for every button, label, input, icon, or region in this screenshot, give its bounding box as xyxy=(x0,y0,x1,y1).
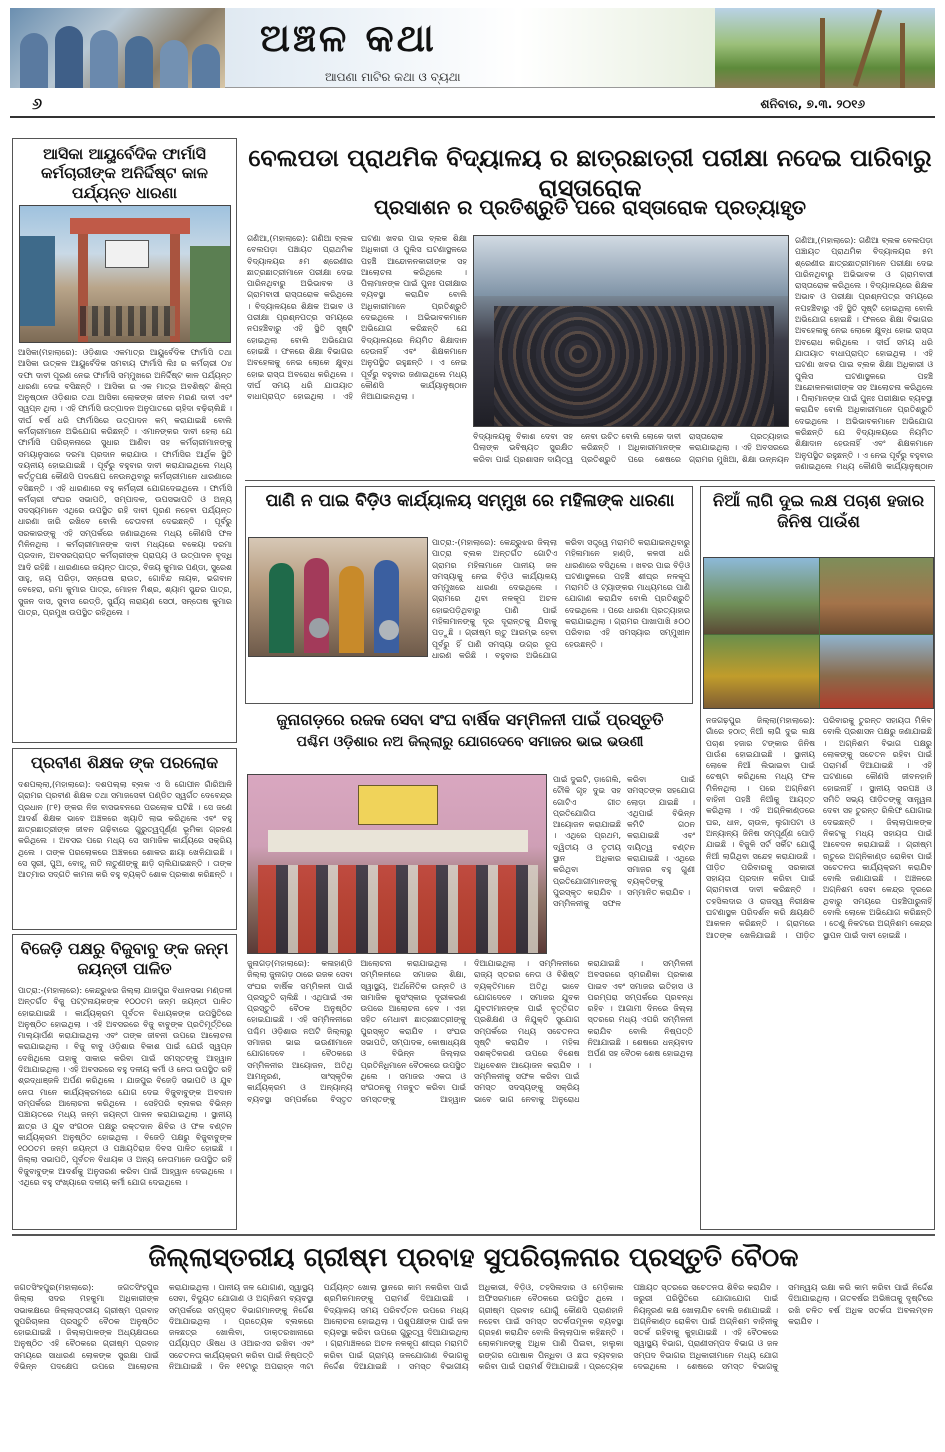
rajak-subhead: ପଶ୍ଚିମ ଓଡ଼ିଶାର ନଅ ଜିଲ୍ଲାରୁ ଯୋଗଦେବେ ସମାଜର ଭାଇ ଭଉଣୀ xyxy=(296,734,644,750)
fire-photo-collage xyxy=(703,557,934,709)
story-fire xyxy=(700,486,935,1230)
masthead xyxy=(10,8,935,88)
issue-date: ଶନିବାର, ୭.୩. ୨୦୧୬ xyxy=(760,97,865,111)
masthead-photo-field xyxy=(715,8,935,88)
asika-headline: ଆସିକା ଆୟୁର୍ବେଦିକ ଫାର୍ମାସି କର୍ମଚାରୀଙ୍କ ଅନିର୍ଦ୍ଦିଷ୍ଟ କାଳ ପର୍ଯ୍ୟନ୍ତ ଧାରଣା xyxy=(41,145,208,202)
rajak-photo-meeting xyxy=(247,774,547,954)
asika-body: ଆସିକା(ମହାଲାରେ): ଓଡ଼ିଶାର ଏକମାତ୍ର ଆୟୁର୍ବେଦିକ ଫାର୍ମାସି ତଥା ଆସିକା ଉତ୍କଳ ଆୟୁର୍ବେଦିକ ସମବାୟ ଫାର୍ମାସି ଲିଃ ର କର୍ମଚାରୀ ୦୪ ଦଫା ଦାବୀ ପୂରଣ ନେଇ ଫାର୍ମାସି ସମ୍ମୁଖରେ ଅନିର୍ଦ୍ଦିଷ୍ଟ କାଳ ପର୍ଯ୍ୟନ୍ତ ଧାରଣା ଦେଇ ବସିଛନ୍ତି । ଆସିକା ର ଏକ ମାତ୍ର ଅବଶିଷ୍ଟ ଶିଳ୍ପ ଅନୁଷ୍ଠାନ ଓଡ଼ିଶାର ତଥା ଆସିକା ଲୋକଙ୍କ ଜୀବନ ମରଣ ଦାବୀ ଏବଂ ସ୍ୱପ୍ନ ଥିଲା । ଏହି ଫାର୍ମାସି ଉତ୍ପାଦନ ଅନୁପାତରେ ଚାହିଦା ବଢ଼ିଚାଲିଛି । ଦୀର୍ଘ ବର୍ଷ ଧରି ଫାର୍ମାସିରେ ଉତ୍ପାଦନ କମ୍ କରାଯାଇଛି ବୋଲି କର୍ମଚାରୀମାନେ ଅଭିଯୋଗ କରିଛନ୍ତି । ଏମାନଙ୍କର ଦାବୀ ହେଲା ଯେ ଫାର୍ମାସି ପରିଚାଳନାରେ ସୁଧାର ଆଣିବା ସହ କର୍ମଚାରୀମାନଙ୍କୁ ସମୟାନୁସାରେ ଦରମା ପ୍ରଦାନ କରାଯାଉ । ଫାର୍ମାସିର ଆର୍ଥିକ ସ୍ଥିତି ଦୟନୀୟ ହୋଇଯାଇଛି । ପୂର୍ବରୁ ବହୁବାର ଦାବୀ କରାଯାଇଥିଲେ ମଧ୍ୟ କର୍ତ୍ତୃପକ୍ଷ କୌଣସି ପଦକ୍ଷେପ ନେଉନଥିବାରୁ କର୍ମଚାରୀମାନେ ଧାରଣାରେ ବସିଛନ୍ତି । ଏହି ଧାରଣାରେ ବହୁ କର୍ମଚାରୀ ଯୋଗଦେଇଥିଲେ । ଫାର୍ମାସି କର୍ମଚାରୀ ସଂଘର ସଭାପତି, ସମ୍ପାଦକ, ଉପସଭାପତି ଓ ଅନ୍ୟ ସଦସ୍ୟମାନେ ଏଥିରେ ଉପସ୍ଥିତ ରହି ଦାବୀ ପୂରଣ ନହେବା ପର୍ଯ୍ୟନ୍ତ ଧାରଣା ଜାରି ରଖିବେ ବୋଲି ଚେତାବନୀ ଦେଇଛନ୍ତି । ପୂର୍ବରୁ ସରକାରଙ୍କୁ ଏହି ସମ୍ପର୍କରେ ଜଣାଇଥିଲେ ମଧ୍ୟ କୌଣସି ଫଳ ମିଳିନଥିଲା । କର୍ମଚାରୀମାନଙ୍କ ଦାବୀ ମଧ୍ୟରେ ବକେୟା ଦରମା ପ୍ରଦାନ, ଅବସରପ୍ରାପ୍ତ କର୍ମଚାରୀଙ୍କ ପ୍ରାପ୍ୟ ଓ ଉତ୍ପାଦନ ବୃଦ୍ଧି ଆଦି ରହିଛି । ଧାରଣାରେ ଜୟନ୍ତ ପାତ୍ର, ବିଜୟ କୁମାର ପଣ୍ଡା, ସୁରେଶ ସାହୁ, ଜୟ ପରିଡ଼ା, ସନ୍ତୋଷ ରାଉତ, ଗୋବିନ୍ଦ ନାୟକ, ଭଗବାନ ବେହେରା, ରମା କୁମାର ପାତ୍ର, ମୋହନ ମିଶ୍ର, ଶ୍ୟାମ ସୁନ୍ଦର ପାତ୍ର, ସୁଜନ ଦାସ, ସୁବାସ ରେଡ୍ଡି, ସୁର୍ଯ୍ୟ ନାରାୟଣ ସେଠୀ, ସନ୍ତୋଷ କୁମାର ପାତ୍ର, ପ୍ରମୁଖ ଉପସ୍ଥିତ ରହିଥିଲେ । xyxy=(18,348,232,617)
masthead-photo-students xyxy=(10,8,225,88)
belpada-body-left: ଗଣିଆ,(ମହାଲାରେ): ଗଣିଆ ବ୍ଲକ ବେଲପଡ଼ା ପଞ୍ଚାୟତ ପ୍ରାଥମିକ ବିଦ୍ୟାଳୟର ୫ମ ଶ୍ରେଣୀର ଛାତ୍ରଛାତ୍ରୀମାନେ ପରୀକ୍ଷା ଦେଇ ପାରିନଥିବାରୁ ଅଭିଭାବକ ଓ ଗ୍ରାମବାସୀ ରାସ୍ତାରୋକ କରିଥିଲେ । ବିଦ୍ୟାଳୟରେ ଶିକ୍ଷକ ଅଭାବ ଓ ପରୀକ୍ଷା ପ୍ରଶ୍ନପତ୍ର ସମୟରେ ନପହଞ୍ଚିବାରୁ ଏହି ସ୍ଥିତି ସୃଷ୍ଟି ହୋଇଥିଲା ବୋଲି ଅଭିଯୋଗ ହୋଇଛି । ଫଳରେ ଶିକ୍ଷା ବିଭାଗର ଅବହେଳାକୁ ନେଇ ଲୋକେ କ୍ଷୁବ୍ଧ ହୋଇ ରାସ୍ତା ଅବରୋଧ କରିଥିଲେ । ଦୀର୍ଘ ସମୟ ଧରି ଯାତାୟାତ ବାଧାପ୍ରାପ୍ତ ହୋଇଥିଲା । ଏହି ଘଟଣା ଖବର ପାଇ ବ୍ଲକ ଶିକ୍ଷା ଅଧିକାରୀ ଓ ପୁଲିସ ଘଟଣାସ୍ଥଳରେ ପହଞ୍ଚି ଆନ୍ଦୋଳନକାରୀଙ୍କ ସହ ଆଲୋଚନା କରିଥିଲେ । ପିଲାମାନଙ୍କ ପାଇଁ ପୁନଃ ପରୀକ୍ଷାର ବ୍ୟବସ୍ଥା କରାଯିବ ବୋଲି ଅଧିକାରୀମାନେ ପ୍ରତିଶ୍ରୁତି ଦେଇଥିଲେ । ଅଭିଭାବକମାନେ ଅଭିଯୋଗ କରିଛନ୍ତି ଯେ ବିଦ୍ୟାଳୟରେ ନିୟମିତ ଶିକ୍ଷାଦାନ ହେଉନାହିଁ ଏବଂ ଶିକ୍ଷକମାନେ ଅନୁପସ୍ଥିତ ରହୁଛନ୍ତି । ଏ ନେଇ ପୂର୍ବରୁ ବହୁବାର ଜଣାଇଥିଲେ ମଧ୍ୟ କୌଣସି କାର୍ଯ୍ୟାନୁଷ୍ଠାନ ନିଆଯାଇନଥିଲା । xyxy=(247,234,467,402)
story-water xyxy=(245,486,693,704)
belpada-body-right: ଗଣିଆ,(ମହାଲାରେ): ଗଣିଆ ବ୍ଲକ ବେଲପଡ଼ା ପଞ୍ଚାୟତ ପ୍ରାଥମିକ ବିଦ୍ୟାଳୟର ୫ମ ଶ୍ରେଣୀର ଛାତ୍ରଛାତ୍ରୀମାନେ ପରୀକ୍ଷା ଦେଇ ପାରିନଥିବାରୁ ଅଭିଭାବକ ଓ ଗ୍ରାମବାସୀ ରାସ୍ତାରୋକ କରିଥିଲେ । ବିଦ୍ୟାଳୟରେ ଶିକ୍ଷକ ଅଭାବ ଓ ପରୀକ୍ଷା ପ୍ରଶ୍ନପତ୍ର ସମୟରେ ନପହଞ୍ଚିବାରୁ ଏହି ସ୍ଥିତି ସୃଷ୍ଟି ହୋଇଥିଲା ବୋଲି ଅଭିଯୋଗ ହୋଇଛି । ଫଳରେ ଶିକ୍ଷା ବିଭାଗର ଅବହେଳାକୁ ନେଇ ଲୋକେ କ୍ଷୁବ୍ଧ ହୋଇ ରାସ୍ତା ଅବରୋଧ କରିଥିଲେ । ଦୀର୍ଘ ସମୟ ଧରି ଯାତାୟାତ ବାଧାପ୍ରାପ୍ତ ହୋଇଥିଲା । ଏହି ଘଟଣା ଖବର ପାଇ ବ୍ଲକ ଶିକ୍ଷା ଅଧିକାରୀ ଓ ପୁଲିସ ଘଟଣାସ୍ଥଳରେ ପହଞ୍ଚି ଆନ୍ଦୋଳନକାରୀଙ୍କ ସହ ଆଲୋଚନା କରିଥିଲେ । ପିଲାମାନଙ୍କ ପାଇଁ ପୁନଃ ପରୀକ୍ଷାର ବ୍ୟବସ୍ଥା କରାଯିବ ବୋଲି ଅଧିକାରୀମାନେ ପ୍ରତିଶ୍ରୁତି ଦେଇଥିଲେ । ଅଭିଭାବକମାନେ ଅଭିଯୋଗ କରିଛନ୍ତି ଯେ ବିଦ୍ୟାଳୟରେ ନିୟମିତ ଶିକ୍ଷାଦାନ ହେଉନାହିଁ ଏବଂ ଶିକ୍ଷକମାନେ ଅନୁପସ୍ଥିତ ରହୁଛନ୍ତି । ଏ ନେଇ ପୂର୍ବରୁ ବହୁବାର ଜଣାଇଥିଲେ ମଧ୍ୟ କୌଣସି କାର୍ଯ୍ୟାନୁଷ୍ଠାନ xyxy=(795,236,933,471)
water-headline: ପାଣି ନ ପାଇ ବିଡ଼ିଓ କାର୍ଯ୍ୟାଳୟ ସମ୍ମୁଖ ରେ ମହିଳାଙ୍କ ଧାରଣା xyxy=(265,491,675,511)
asika-photo-gate xyxy=(19,205,231,343)
water-body: ପାତ୍ରା:-(ମହାଲାରେ): କେନ୍ଦ୍ରୁଝର ଜିଲ୍ଲା ପାତ୍ରା ବ୍ଲକ ଅନ୍ତର୍ଗତ ଗୋଟିଏ ଗ୍ରାମର ମହିଳାମାନେ ପାନୀୟ ଜଳ ସମସ୍ୟାକୁ ନେଇ ବିଡ଼ିଓ କାର୍ଯ୍ୟାଳୟ ସମ୍ମୁଖରେ ଧାରଣା ଦେଇଥିଲେ । ଗ୍ରାମରେ ଥିବା ନଳକୂପ ଅଚଳ ହୋଇପଡ଼ିଥିବାରୁ ପାଣି ପାଇଁ ମହିଳାମାନଙ୍କୁ ଦୂର ଦୂରାନ୍ତକୁ ଯିବାକୁ ପଡ଼ୁଛି । ଗ୍ରୀଷ୍ମ ଋତୁ ଆରମ୍ଭ ହେବା ପୂର୍ବରୁ ହିଁ ପାଣି ସମସ୍ୟା ଉଗ୍ର ରୂପ ଧାରଣ କରିଛି । ବହୁବାର ଅଭିଯୋଗ କରିବା ସତ୍ତ୍ୱେ ମରାମତି କରାଯାଇନଥିବାରୁ ମହିଳାମାନେ ହାଣ୍ଡି, କଳସୀ ଧରି ଧାରଣାରେ ବସିଥିଲେ । ଖବର ପାଇ ବିଡ଼ିଓ ଘଟଣାସ୍ଥଳରେ ପହଞ୍ଚି ଶୀଘ୍ର ନଳକୂପ ମରାମତି ଓ ଟ୍ୟାଙ୍କର ମାଧ୍ୟମରେ ପାଣି ଯୋଗାଣ କରାଯିବ ବୋଲି ପ୍ରତିଶ୍ରୁତି ଦେଇଥିଲେ । ପରେ ଧାରଣା ପ୍ରତ୍ୟାହାର କରାଯାଇଥିଲା । ଗ୍ରାମର ପାଖାପାଖି ୫୦୦ ପରିବାର ଏହି ସମସ୍ୟାର ସମ୍ମୁଖୀନ ହେଉଛନ୍ତି । xyxy=(432,538,690,660)
story-summer xyxy=(12,1238,935,1448)
rajak-body-top: ପାଇଁ ଦୁଇଟି, ଡ଼ାଗେଲି, ଟୌକି ଗୃହ ଦୁଇ ସହ ଗୋଟିଏ ଗୀତ ପ୍ରତିଯୋଗିତା ଆୟୋଜନ କରାଯାଇଛି । ଏଥିରେ ପ୍ରଥମ, ଦ୍ୱିତୀୟ ଓ ତୃତୀୟ ସ୍ଥାନ ଅଧିକାର କରିଥିବା ପ୍ରତିଯୋଗୀମାନଙ୍କୁ ପୁରସ୍କୃତ କରାଯିବ । ସମ୍ମିଳନୀକୁ ସଫଳ କରିବା ପାଇଁ ସମସ୍ତଙ୍କ ସହଯୋଗ ଲୋଡ଼ା ଯାଇଛି । ଏଥିପାଇଁ ବିଭିନ୍ନ କମିଟି ଗଠନ କରାଯାଇଛି ଏବଂ ଦାୟିତ୍ୱ ବଣ୍ଟନ କରାଯାଇଛି । ଏଥିରେ ସମାଜର ବହୁ ଗୁଣୀ ବ୍ୟକ୍ତିଙ୍କୁ ସମ୍ମାନିତ କରାଯିବ । xyxy=(553,775,695,909)
story-belpada xyxy=(245,135,935,475)
belpada-subhead: ପ୍ରସାଶନ ର ପ୍ରତିଶ୍ରୁତି ପରେ ରାସ୍ତାରୋକ ପ୍ରତ୍ୟାହୃତ xyxy=(373,195,807,219)
belpada-photo-protest xyxy=(473,235,789,427)
bijudo-headline: ବିଜେଡ଼ି ପକ୍ଷରୁ ବିଜୁବାବୁ ଙ୍କ ଜନ୍ମ ଜୟନ୍ତୀ ପାଳିତ xyxy=(20,939,229,978)
page-number: ୬ xyxy=(32,94,43,113)
rajak-headline: ଜୁନାଗଡ଼ରେ ରଜକ ସେବା ସଂଘ ବାର୍ଷିକ ସମ୍ମିଳନୀ ପାଇଁ ପ୍ରସ୍ତୁତି xyxy=(276,710,664,729)
folio-bar xyxy=(10,92,935,118)
story-asika xyxy=(12,138,237,743)
summer-headline: ଜିଲ୍ଲାସ୍ତରୀୟ ଗ୍ରୀଷ୍ମ ପ୍ରବାହ ସୁପରିଚାଳନାର ପ୍ରସ୍ତୁତି ବୈଠକ xyxy=(148,1243,799,1273)
teacher-headline: ପ୍ରବୀଣ ଶିକ୍ଷକ ଙ୍କ ପରଲୋକ xyxy=(30,753,219,772)
story-teacher xyxy=(12,748,237,930)
rajak-body: ଜୁନାଗଡ଼(ମହାଲାରେ): କଳାହାଣ୍ଡି ଜିଲ୍ଲା ଜୁନାଗଡ଼ ଠାରେ ରଜକ ସେବା ସଂଘର ବାର୍ଷିକ ସମ୍ମିଳନୀ ପାଇଁ ପ୍ରସ୍ତୁତି ଚାଲିଛି । ଏଥିପାଇଁ ଏକ ପ୍ରସ୍ତୁତି ବୈଠକ ଅନୁଷ୍ଠିତ ହୋଇଯାଇଛି । ଏହି ସମ୍ମିଳନୀରେ ପଶ୍ଚିମ ଓଡ଼ିଶାର ନଅଟି ଜିଲ୍ଲାରୁ ସମାଜର ଭାଇ ଭଉଣୀମାନେ ଯୋଗଦେବେ । ବୈଠକରେ ସମ୍ମିଳନୀର ଆୟୋଜନ, ଅତିଥି ଆମନ୍ତ୍ରଣ, ସାଂସ୍କୃତିକ କାର୍ଯ୍ୟକ୍ରମ ଓ ଅନ୍ୟାନ୍ୟ ବ୍ୟବସ୍ଥା ସମ୍ପର୍କରେ ବିସ୍ତୃତ ଆଲୋଚନା କରାଯାଇଥିଲା । ସମ୍ମିଳନୀରେ ସମାଜର ଶିକ୍ଷା, ସ୍ୱାସ୍ଥ୍ୟ, ଅର୍ଥନୈତିକ ଉନ୍ନତି ଓ ସାମାଜିକ କୁସଂସ୍କାର ଦୂରୀକରଣ ଉପରେ ଆଲୋଚନା ହେବ । ଏହା ସହିତ ମେଧାବୀ ଛାତ୍ରଛାତ୍ରୀଙ୍କୁ ପୁରସ୍କୃତ କରାଯିବ । ସଂଘର ସଭାପତି, ସମ୍ପାଦକ, କୋଷାଧ୍ୟକ୍ଷ ଓ ବିଭିନ୍ନ ଜିଲ୍ଲାର ପ୍ରତିନିଧିମାନେ ବୈଠକରେ ଉପସ୍ଥିତ ଥିଲେ । ସମାଜର ଏକତା ଓ ସଂଗଠନକୁ ମଜବୁତ କରିବା ପାଇଁ ସମସ୍ତଙ୍କୁ ଆହ୍ୱାନ ଦିଆଯାଇଥିଲା । ସମ୍ମିଳନୀରେ ରାଜ୍ୟ ସ୍ତରର ନେତା ଓ ବିଶିଷ୍ଟ ବ୍ୟକ୍ତିମାନେ ଅତିଥି ଭାବେ ଯୋଗଦେବେ । ସମାଜର ଯୁବକ ଯୁବତୀମାନଙ୍କ ପାଇଁ ବୃତ୍ତିଗତ ପ୍ରଶିକ୍ଷଣ ଓ ନିଯୁକ୍ତି ସୁଯୋଗ ସମ୍ପର୍କରେ ମଧ୍ୟ ସଚେତନତା ସୃଷ୍ଟି କରାଯିବ । ମହିଳା ସଶକ୍ତିକରଣ ଉପରେ ବିଶେଷ ଅଧିବେଶନ ଆୟୋଜନ କରାଯିବ । ସମ୍ମିଳନୀକୁ ସଫଳ କରିବା ପାଇଁ ସମସ୍ତ ସଦସ୍ୟଙ୍କୁ ସକ୍ରିୟ ଭାବେ ଭାଗ ନେବାକୁ ଅନୁରୋଧ କରାଯାଇଛି । ସମ୍ମିଳନୀ ଅବସରରେ ସ୍ମରଣିକା ପ୍ରକାଶ ପାଇବ ଏବଂ ସମାଜର ଇତିହାସ ଓ ପରମ୍ପରା ସମ୍ପର୍କରେ ପ୍ରବନ୍ଧ ରହିବ । ଆଗାମୀ ଦିନରେ ଜିଲ୍ଲା ସ୍ତରରେ ମଧ୍ୟ ଏପରି ସମ୍ମିଳନୀ କରାଯିବ ବୋଲି ନିଷ୍ପତ୍ତି ନିଆଯାଇଛି । ଶେଷରେ ଧନ୍ୟବାଦ ଅର୍ପଣ ସହ ବୈଠକ ଶେଷ ହୋଇଥିଲା । xyxy=(247,959,693,1104)
divider xyxy=(12,1234,935,1236)
story-rajak xyxy=(245,708,695,1230)
teacher-body: ଦଶପଲ୍ଲା,(ମହାଲାରେ): ଦଶପଲ୍ଲା ବ୍ଲକ ଏ ସି ଗୋପୀନ ଗାଁରିଆଳି ଗ୍ରାମର ପ୍ରବୀଣ ଶିକ୍ଷକ ତଥା ସମାଜସେବୀ ପଣ୍ଡିତ ସ୍ୱର୍ଗତ ଦେବେନ୍ଦ୍ର ପ୍ରଧାନ (୮୧) ଙ୍କର ନିଜ ବାସଭବନରେ ପରଲୋକ ଘଟିଛି । ସେ ଜଣେ ଆଦର୍ଶ ଶିକ୍ଷକ ଭାବେ ଅଞ୍ଚଳରେ ଖ୍ୟାତି ଲାଭ କରିଥିଲେ ଏବଂ ବହୁ ଛାତ୍ରଛାତ୍ରୀଙ୍କ ଜୀବନ ଗଢ଼ିବାରେ ଗୁରୁତ୍ୱପୂର୍ଣ୍ଣ ଭୂମିକା ଗ୍ରହଣ କରିଥିଲେ । ଅବସର ପରେ ମଧ୍ୟ ସେ ସାମାଜିକ କାର୍ଯ୍ୟରେ ସକ୍ରିୟ ଥିଲେ । ତାଙ୍କ ପରଲୋକରେ ଅଞ୍ଚଳରେ ଶୋକର ଛାୟା ଖେଳିଯାଇଛି । ସେ ସ୍ତ୍ରୀ, ପୁଅ, ବୋହୂ, ନାତି ନାତୁଣୀଙ୍କୁ ଛାଡ଼ି ଚାଲିଯାଇଛନ୍ତି । ତାଙ୍କ ଆତ୍ମାର ସଦ୍ଗତି କାମନା କରି ବହୁ ବ୍ୟକ୍ତି ଶୋକ ପ୍ରକାଶ କରିଛନ୍ତି । xyxy=(18,780,232,880)
story-bijudo xyxy=(12,934,237,1230)
belpada-body-mid: ବିଦ୍ୟାଳୟକୁ ବିକାଶ ଦେବା ସହ ପିଲାଙ୍କ ଭବିଷ୍ୟତ ସୁରକ୍ଷିତ କରିବା ପାଇଁ ପ୍ରଶାସନ ଦାୟିତ୍ୱ ନେବା ଉଚିତ ବୋଲି ଲୋକେ ଦାବୀ କରିଛନ୍ତି । ଅଧିକାରୀମାନଙ୍କ ପ୍ରତିଶ୍ରୁତି ପରେ ଶେଷରେ ରାସ୍ତାରୋକ ପ୍ରତ୍ୟାହାର କରାଯାଇଥିଲା । ଏହି ଅବସରରେ ଗ୍ରାମର ମୁଖିଆ, ଶିକ୍ଷା ଉନ୍ନୟନ xyxy=(473,432,789,464)
fire-body: ନଜଗଢ଼ପୁର ଜିଲ୍ଲା(ମହାଲାରେ): ଗାଁରେ ହଠାତ୍ ନିଆଁ ଲାଗି ଦୁଇ ଲକ୍ଷ ପଚାଶ ହଜାର ଟଙ୍କାର ଜିନିଷ ପାଉଁଶ ହୋଇଯାଇଛି । ସ୍ଥାନୀୟ ଲୋକେ ନିଆଁ ଲିଭାଇବା ପାଇଁ ଚେଷ୍ଟା କରିଥିଲେ ମଧ୍ୟ ଫଳ ମିଳିନଥିଲା । ପରେ ଅଗ୍ନିଶମ ବାହିନୀ ପହଞ୍ଚି ନିଆଁକୁ ଆୟତ୍ତ କରିଥିଲା । ଏହି ଅଗ୍ନିକାଣ୍ଡରେ ଘର, ଧାନ, ଚାଉଳ, ଲୁଗାପଟା ଓ ଅନ୍ୟାନ୍ୟ ଜିନିଷ ସମ୍ପୂର୍ଣ୍ଣ ପୋଡ଼ି ଯାଇଛି । ବିଜୁଳି ସର୍ଟ ସର୍କିଟ ଯୋଗୁଁ ନିଆଁ ଲାଗିଥିବା ସନ୍ଦେହ କରାଯାଉଛି । ପୀଡ଼ିତ ପରିବାରକୁ ସରକାରୀ ସହାୟତା ପ୍ରଦାନ କରିବା ପାଇଁ ଗ୍ରାମବାସୀ ଦାବୀ କରିଛନ୍ତି । ତହସିଲଦାର ଓ ରାଜସ୍ୱ ନିରୀକ୍ଷକ ଘଟଣାସ୍ଥଳ ପରିଦର୍ଶନ କରି କ୍ଷୟକ୍ଷତି ଆକଳନ କରିଛନ୍ତି । ଗ୍ରାମରେ ଆତଙ୍କ ଖେଳିଯାଇଛି । ପୀଡ଼ିତ ପରିବାରକୁ ତୁରନ୍ତ ସହାୟତା ମିଳିବ ବୋଲି ପ୍ରଶାସନ ପକ୍ଷରୁ ଜଣାଯାଇଛି । ଅଗ୍ନିଶମ ବିଭାଗ ପକ୍ଷରୁ ଲୋକଙ୍କୁ ସଚେତନ ରହିବା ପାଇଁ ପରାମର୍ଶ ଦିଆଯାଇଛି । ଏହି ଘଟଣାରେ କୌଣସି ଜୀବନହାନି ହୋଇନାହିଁ । ସ୍ଥାନୀୟ ସରପଞ୍ଚ ଓ ସମିତି ସଭ୍ୟ ପୀଡ଼ିତଙ୍କୁ ସାନ୍ତ୍ୱନା ଦେବା ସହ ତୁରନ୍ତ ରିଲିଫ ଯୋଗାଇ ଦେଇଛନ୍ତି । ଜିଲ୍ଲାପାଳଙ୍କ ନିକଟକୁ ମଧ୍ୟ ସହାୟତା ପାଇଁ ଆବେଦନ କରାଯାଇଛି । ଗ୍ରୀଷ୍ମ ଋତୁରେ ଅଗ୍ନିକାଣ୍ଡ ରୋକିବା ପାଇଁ ସଚେତନତା କାର୍ଯ୍ୟକ୍ରମ କରାଯିବ ବୋଲି ଜଣାଯାଇଛି । ଅଞ୍ଚଳରେ ଅଗ୍ନିଶମ ସେବା କେନ୍ଦ୍ର ଦୂରରେ ଥିବାରୁ ସମୟରେ ପହଞ୍ଚିପାରୁନାହିଁ ବୋଲି ଲୋକେ ଅଭିଯୋଗ କରିଛନ୍ତି । ତେଣୁ ନିକଟରେ ଅଗ୍ନିଶମ କେନ୍ଦ୍ର ସ୍ଥାପନ ପାଇଁ ଦାବୀ ହୋଇଛି । xyxy=(706,716,932,940)
divider xyxy=(245,480,935,481)
bijudo-body: ପାତ୍ରା:-(ମହାଲାରେ): କେନ୍ଦ୍ରୁଝର ଜିଲ୍ଲା ଯାଜପୁର ବିଧାନସଭା ମଣ୍ଡଳୀ ଅନ୍ତର୍ଗତ ବିଜୁ ପଟ୍ଟନାୟକଙ୍କ ୧୦୦ତମ ଜନ୍ମ ଜୟନ୍ତୀ ପାଳିତ ହୋଇଯାଇଛି । କାର୍ଯ୍ୟକ୍ରମ ପୂର୍ବତନ ବିଧାୟକଙ୍କ ଉପସ୍ଥିତିରେ ଅନୁଷ୍ଠିତ ହୋଇଥିଲା । ଏହି ଅବସରରେ ବିଜୁ ବାବୁଙ୍କ ପ୍ରତିମୂର୍ତ୍ତିରେ ମାଲ୍ୟାର୍ପଣ କରାଯାଇଥିଲା ଏବଂ ତାଙ୍କ ଜୀବନୀ ଉପରେ ଆଲୋଚନା କରାଯାଇଥିଲା । ବିଜୁ ବାବୁ ଓଡ଼ିଶାର ବିକାଶ ପାଇଁ ଯେଉଁ ସ୍ୱପ୍ନ ଦେଖିଥିଲେ ତାହାକୁ ସାକାର କରିବା ପାଇଁ ସମସ୍ତଙ୍କୁ ଆହ୍ୱାନ ଦିଆଯାଇଥିଲା । ଏହି ଅବସରରେ ବହୁ ଦଳୀୟ କର୍ମୀ ଓ ନେତା ଉପସ୍ଥିତ ରହି ଶ୍ରଦ୍ଧାଞ୍ଜଳି ଅର୍ପଣ କରିଥିଲେ । ଯାଜପୁର ବିଜେଡ଼ି ସଭାପତି ଓ ଯୁବ ନେତା ମାନେ କାର୍ଯ୍ୟକ୍ରମରେ ଯୋଗ ଦେଇ ବିଜୁବାବୁଙ୍କ ଅବଦାନ ସମ୍ପର୍କରେ ଆଲୋଚନା କରିଥିଲେ । ସେହିପରି ବ୍ଲକର ବିଭିନ୍ନ ପଞ୍ଚାୟତରେ ମଧ୍ୟ ଜନ୍ମ ଜୟନ୍ତୀ ପାଳନ କରାଯାଇଥିଲା । ସ୍ଥାନୀୟ ଛାତ୍ର ଓ ଯୁବ ସଂଗଠନ ପକ୍ଷରୁ ରକ୍ତଦାନ ଶିବିର ଓ ଫଳ ବଣ୍ଟନ କାର୍ଯ୍ୟକ୍ରମ ଅନୁଷ୍ଠିତ ହୋଇଥିଲା । ବିଜେଡ଼ି ପକ୍ଷରୁ ବିଜୁବାବୁଙ୍କ ୧୦୦ତମ ଜନ୍ମ ଜୟନ୍ତୀ ଓ ପଞ୍ଚାୟତିରାଜ ଦିବସ ପାଳିତ ହୋଇଛି । ଜିଲ୍ଲା ସଭାପତି, ପୂର୍ବତନ ବିଧାୟକ ଓ ଅନ୍ୟ ନେତାମାନେ ଉପସ୍ଥିତ ରହି ବିଜୁବାବୁଙ୍କ ଆଦର୍ଶକୁ ଅନୁସରଣ କରିବା ପାଇଁ ଆହ୍ୱାନ ଦେଇଥିଲେ । ଏଥିରେ ବହୁ ସଂଖ୍ୟାରେ ଦଳୀୟ କର୍ମୀ ଯୋଗ ଦେଇଥିଲେ । xyxy=(18,986,232,1188)
masthead-title: ଅଞ୍ଚଳ କଥା xyxy=(260,16,437,60)
fire-headline: ନିଆଁ ଲାଗି ଦୁଇ ଲକ୍ଷ ପଚାଶ ହଜାର ଜିନିଷ ପାଉଁଶ xyxy=(712,491,925,531)
water-photo-women xyxy=(248,537,428,657)
masthead-tagline: ଆପଣା ମାଟିର କଥା ଓ ବ୍ୟଥା xyxy=(325,70,461,84)
belpada-headline: ବେଲପଡା ପ୍ରାଥମିକ ବିଦ୍ୟାଳୟ ର ଛାତ୍ରଛାତ୍ରୀ ପରୀକ୍ଷା ନଦେଇ ପାରିବାରୁ ରାସ୍ତାରୋକ xyxy=(248,144,932,202)
summer-body: ଜଗତସିଂହପୁର(ମହାଲାରେ): ଜଗତସିଂହପୁର ଜିଲ୍ଲା ସଦର ମହକୁମା ଅଧିକାରୀଙ୍କ ସଭାକକ୍ଷରେ ଜିଲ୍ଲାସ୍ତରୀୟ ଗ୍ରୀଷ୍ମ ପ୍ରବାହ ସୁପରିଚାଳନା ପ୍ରସ୍ତୁତି ବୈଠକ ଅନୁଷ୍ଠିତ ହୋଇଯାଇଛି । ଜିଲ୍ଲାପାଳଙ୍କ ଅଧ୍ୟକ୍ଷତାରେ ଅନୁଷ୍ଠିତ ଏହି ବୈଠକରେ ଗ୍ରୀଷ୍ମ ପ୍ରବାହ ସମୟରେ ସାଧାରଣ ଲୋକଙ୍କ ସୁରକ୍ଷା ପାଇଁ ବିଭିନ୍ନ ପଦକ୍ଷେପ ଉପରେ ଆଲୋଚନା କରାଯାଇଥିଲା । ପାନୀୟ ଜଳ ଯୋଗାଣ, ସ୍ୱାସ୍ଥ୍ୟ ସେବା, ବିଦ୍ୟୁତ ଯୋଗାଣ ଓ ଅଗ୍ନିଶମ ବ୍ୟବସ୍ଥା ସମ୍ପର୍କରେ ସମ୍ପୃକ୍ତ ବିଭାଗମାନଙ୍କୁ ନିର୍ଦ୍ଦେଶ ଦିଆଯାଇଥିଲା । ପ୍ରତ୍ୟେକ ବ୍ଲକରେ ଜଳଛତ୍ର ଖୋଲିବା, ଡାକ୍ତରଖାନାରେ ପର୍ଯ୍ୟାପ୍ତ ଔଷଧ ଓ ଓଆରଏସ ରଖିବା ଏବଂ ସଚେତନତା କାର୍ଯ୍ୟକ୍ରମ କରିବା ପାଇଁ ନିଷ୍ପତ୍ତି ନିଆଯାଇଛି । ଦିନ ୧୧ଟାରୁ ଅପରାହ୍ନ ୩ଟା ପର୍ଯ୍ୟନ୍ତ ଖୋଲା ସ୍ଥାନରେ କାମ ନକରିବା ପାଇଁ ଶ୍ରମିକମାନଙ୍କୁ ପରାମର୍ଶ ଦିଆଯାଇଛି । ବିଦ୍ୟାଳୟ ସମୟ ପରିବର୍ତ୍ତନ ଉପରେ ମଧ୍ୟ ଆଲୋଚନା ହୋଇଥିଲା । ପଶୁପକ୍ଷୀଙ୍କ ପାଇଁ ଜଳ ବ୍ୟବସ୍ଥା କରିବା ଉପରେ ଗୁରୁତ୍ୱ ଦିଆଯାଇଥିଲା । ଗ୍ରାମାଞ୍ଚଳରେ ଅଚଳ ନଳକୂପ ଶୀଘ୍ର ମରାମତି କରିବା ପାଇଁ ଗ୍ରାମ୍ୟ ଜଳଯୋଗାଣ ବିଭାଗକୁ ନିର୍ଦ୍ଦେଶ ଦିଆଯାଇଛି । ସମସ୍ତ ବିଭାଗୀୟ ଅଧିକାରୀ, ବିଡ଼ିଓ, ତହସିଲଦାର ଓ ମେଡ଼ିକାଲ ଅଫିସରମାନେ ବୈଠକରେ ଉପସ୍ଥିତ ଥିଲେ । ଗ୍ରୀଷ୍ମ ପ୍ରବାହ ଯୋଗୁଁ କୌଣସି ପ୍ରାଣହାନି ନହେବା ପାଇଁ ସମସ୍ତ ସତର୍କତାମୂଳକ ବ୍ୟବସ୍ଥା ଗ୍ରହଣ କରାଯିବ ବୋଲି ଜିଲ୍ଲାପାଳ କହିଛନ୍ତି । ଲୋକମାନଙ୍କୁ ଅଧିକ ପାଣି ପିଇବା, ହାଲୁକା ରଙ୍ଗର ପୋଷାକ ପିନ୍ଧିବା ଓ ଛତା ବ୍ୟବହାର କରିବା ପାଇଁ ପରାମର୍ଶ ଦିଆଯାଇଛି । ପ୍ରତ୍ୟେକ ପଞ୍ଚାୟତ ସ୍ତରରେ ସଚେତନତା ଶିବିର କରାଯିବ । ଜରୁରୀ ପରିସ୍ଥିତିରେ ଯୋଗାଯୋଗ ପାଇଁ ନିୟନ୍ତ୍ରଣ କକ୍ଷ ଖୋଲାଯିବ ବୋଲି ଜଣାଯାଇଛି । ଅଗ୍ନିକାଣ୍ଡ ରୋକିବା ପାଇଁ ଅଗ୍ନିଶମ ବାହିନୀକୁ ସତର୍କ ରହିବାକୁ କୁହାଯାଇଛି । ଏହି ବୈଠକରେ ସ୍ୱାସ୍ଥ୍ୟ ବିଭାଗ, ପ୍ରାଣୀସମ୍ପଦ ବିଭାଗ ଓ ଜଳ ସମ୍ପଦ ବିଭାଗର ଅଧିକାରୀମାନେ ମଧ୍ୟ ଯୋଗ ଦେଇଥିଲେ । ଶେଷରେ ସମସ୍ତ ବିଭାଗକୁ ସମନ୍ୱୟ ରକ୍ଷା କରି କାମ କରିବା ପାଇଁ ନିର୍ଦ୍ଦେଶ ଦିଆଯାଇଥିଲା । ଗତବର୍ଷର ଅଭିଜ୍ଞତାକୁ ଦୃଷ୍ଟିରେ ରଖି ଚଳିତ ବର୍ଷ ଅଧିକ ସତର୍କତା ଅବଲମ୍ବନ କରାଯିବ । xyxy=(14,1283,933,1372)
